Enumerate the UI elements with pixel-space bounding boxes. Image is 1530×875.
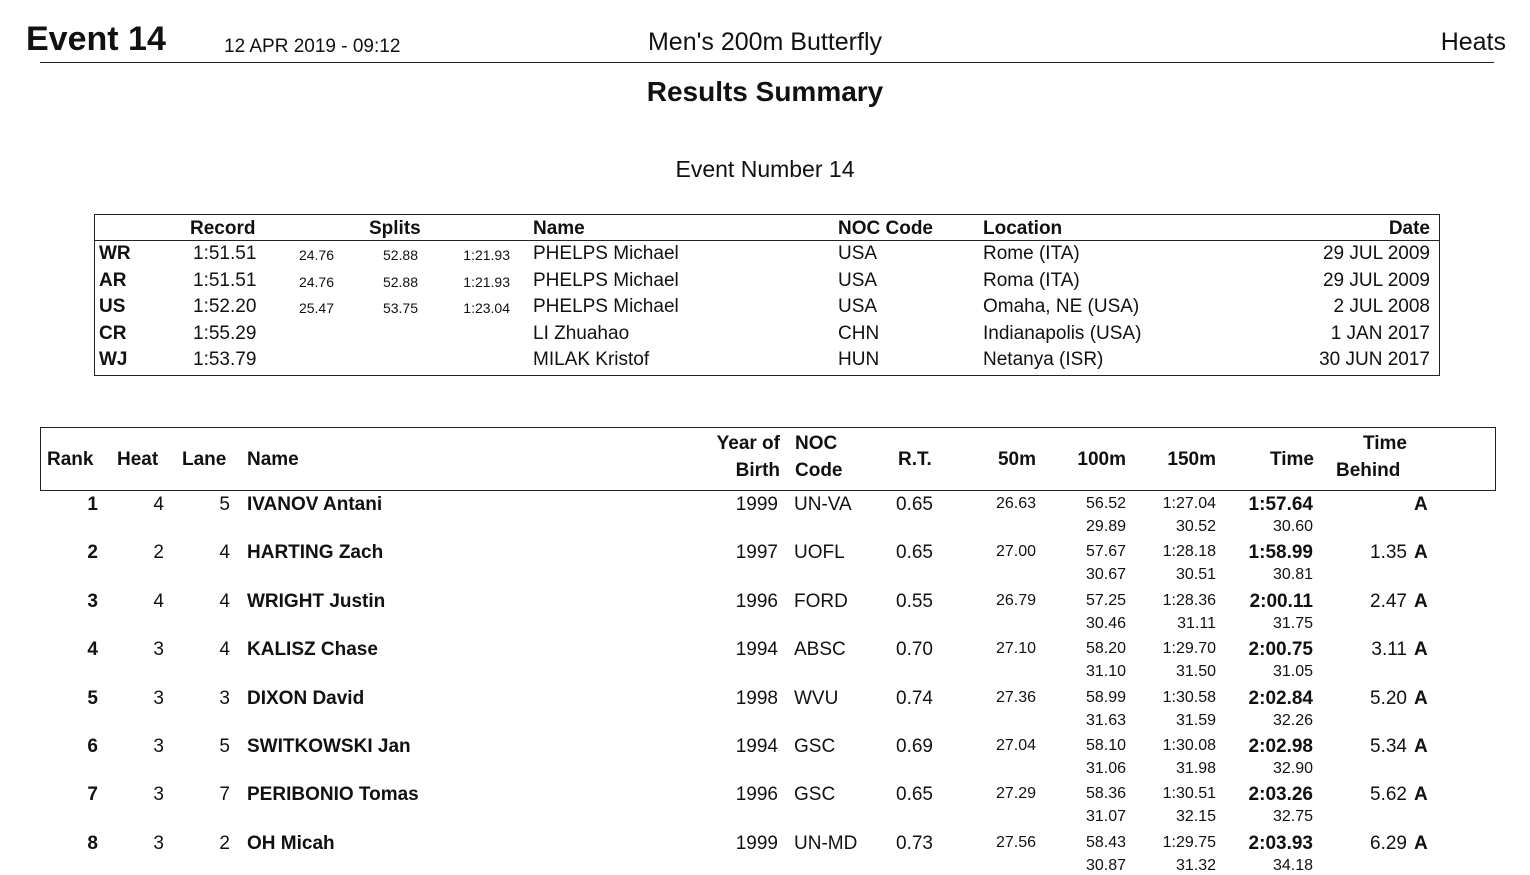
result-lap-200m: 30.60 xyxy=(1272,518,1313,535)
result-split-50m: 27.04 xyxy=(995,737,1036,754)
result-lap-100m: 30.87 xyxy=(1085,856,1126,874)
result-athlete-name: DIXON David xyxy=(247,687,365,709)
record-time: 1:53.79 xyxy=(193,349,257,370)
result-split-100m: 58.20 xyxy=(1085,640,1126,658)
result-time-behind: 5.62 xyxy=(1370,784,1407,806)
result-split-50m: 27.56 xyxy=(995,833,1036,851)
record-noc: HUN xyxy=(838,349,880,370)
record-code: WR xyxy=(99,243,131,264)
results-header-rank: Rank xyxy=(47,449,94,470)
result-reaction-time: 0.65 xyxy=(896,542,933,564)
record-location: Indianapolis (USA) xyxy=(983,322,1142,344)
result-final-time: 2:00.75 xyxy=(1248,639,1313,661)
record-time: 1:55.29 xyxy=(193,322,257,344)
results-header-behind-line1: Time xyxy=(1362,433,1407,454)
event-title: Men's 200m Butterfly xyxy=(647,28,883,56)
record-time: 1:52.20 xyxy=(193,296,257,317)
record-date: 29 JUL 2009 xyxy=(1322,243,1430,264)
records-table xyxy=(94,214,1440,376)
result-split-100m: 56.52 xyxy=(1085,495,1126,512)
result-heat: 4 xyxy=(153,590,164,612)
result-split-150m: 1:27.04 xyxy=(1162,495,1216,512)
record-code: US xyxy=(99,296,126,317)
event-number: Event Number 14 xyxy=(675,156,855,182)
result-lap-100m: 29.89 xyxy=(1085,518,1126,535)
result-lap-200m: 31.05 xyxy=(1272,663,1313,681)
results-header-heat: Heat xyxy=(117,449,159,470)
result-year-of-birth: 1994 xyxy=(735,639,778,661)
result-lap-150m: 31.59 xyxy=(1175,711,1216,729)
result-split-150m: 1:28.36 xyxy=(1162,591,1216,609)
result-athlete-name: SWITKOWSKI Jan xyxy=(247,736,411,757)
result-lap-100m: 31.63 xyxy=(1085,711,1126,729)
results-header-50m: 50m xyxy=(997,449,1036,470)
result-noc: FORD xyxy=(794,590,848,612)
result-athlete-name: IVANOV Antani xyxy=(247,494,383,515)
result-final-time: 2:02.84 xyxy=(1248,687,1313,709)
result-lap-100m: 30.67 xyxy=(1085,566,1126,584)
result-lap-150m: 31.50 xyxy=(1175,663,1216,681)
result-split-150m: 1:29.75 xyxy=(1162,833,1216,851)
result-time-behind: 1.35 xyxy=(1370,542,1407,564)
record-location: Roma (ITA) xyxy=(983,269,1080,291)
result-lap-150m: 31.98 xyxy=(1175,760,1216,777)
record-location: Netanya (ISR) xyxy=(983,349,1104,370)
result-time-behind: 5.20 xyxy=(1370,687,1407,709)
result-reaction-time: 0.65 xyxy=(896,494,933,515)
record-split-3: 1:21.93 xyxy=(463,247,510,263)
result-year-of-birth: 1999 xyxy=(735,832,778,854)
record-date: 30 JUN 2017 xyxy=(1319,349,1430,370)
result-lap-150m: 31.32 xyxy=(1175,856,1216,874)
result-lane: 5 xyxy=(219,736,230,757)
result-lane: 3 xyxy=(219,687,230,709)
result-split-100m: 57.67 xyxy=(1085,543,1126,561)
result-time-behind: 2.47 xyxy=(1370,590,1407,612)
result-lap-150m: 31.11 xyxy=(1177,614,1216,632)
result-split-100m: 58.99 xyxy=(1085,688,1126,706)
header-divider xyxy=(40,62,1494,63)
result-athlete-name: HARTING Zach xyxy=(247,542,384,564)
results-header-100m: 100m xyxy=(1077,449,1126,470)
record-code: CR xyxy=(99,322,127,344)
record-split-3: 1:23.04 xyxy=(463,300,510,316)
record-time: 1:51.51 xyxy=(193,243,257,264)
record-noc: USA xyxy=(838,296,878,317)
result-time-behind: 3.11 xyxy=(1371,639,1407,661)
result-lap-200m: 30.81 xyxy=(1272,566,1313,584)
record-location: Omaha, NE (USA) xyxy=(983,296,1140,317)
result-split-150m: 1:30.08 xyxy=(1162,737,1216,754)
result-heat: 4 xyxy=(153,494,164,515)
result-split-50m: 26.63 xyxy=(995,495,1036,512)
record-code: AR xyxy=(99,269,127,291)
record-date: 2 JUL 2008 xyxy=(1333,296,1430,317)
result-lane: 4 xyxy=(219,542,230,564)
result-lap-200m: 31.75 xyxy=(1272,614,1313,632)
result-year-of-birth: 1999 xyxy=(735,494,778,515)
result-lap-200m: 32.90 xyxy=(1272,760,1313,777)
result-noc: ABSC xyxy=(794,639,846,661)
result-rank: 8 xyxy=(87,832,98,854)
record-split-1: 24.76 xyxy=(298,273,334,290)
result-lap-200m: 32.26 xyxy=(1272,711,1313,729)
result-qualifier: A xyxy=(1414,736,1428,757)
results-header-noc-line1: NOC xyxy=(795,433,838,454)
record-holder-name: PHELPS Michael xyxy=(533,269,679,291)
result-athlete-name: WRIGHT Justin xyxy=(247,590,386,612)
result-reaction-time: 0.74 xyxy=(896,687,933,709)
record-split-2: 52.88 xyxy=(382,273,418,290)
event-datetime: 12 APR 2019 - 09:12 xyxy=(224,36,401,57)
result-year-of-birth: 1998 xyxy=(735,687,778,709)
results-header-name: Name xyxy=(247,449,299,470)
result-lap-150m: 30.51 xyxy=(1175,566,1216,584)
records-header-date: Date xyxy=(1388,218,1430,239)
result-qualifier: A xyxy=(1414,832,1428,854)
result-rank: 1 xyxy=(87,494,98,515)
result-time-behind: 5.34 xyxy=(1370,736,1407,757)
result-noc: WVU xyxy=(794,687,839,709)
result-reaction-time: 0.70 xyxy=(896,639,933,661)
result-split-50m: 27.00 xyxy=(995,543,1036,561)
event-label: Event 14 xyxy=(26,20,166,58)
results-header-lane: Lane xyxy=(182,449,227,470)
results-header-noc-line2: Code xyxy=(795,460,843,481)
result-heat: 3 xyxy=(153,687,164,709)
record-code: WJ xyxy=(99,349,128,370)
record-split-3: 1:21.93 xyxy=(463,273,510,290)
record-noc: USA xyxy=(838,269,878,291)
result-athlete-name: KALISZ Chase xyxy=(247,639,378,661)
result-split-100m: 57.25 xyxy=(1085,591,1126,609)
record-holder-name: PHELPS Michael xyxy=(533,296,679,317)
result-final-time: 2:02.98 xyxy=(1248,736,1313,757)
result-rank: 7 xyxy=(87,784,98,806)
page-title: Results Summary xyxy=(646,76,884,107)
result-qualifier: A xyxy=(1414,687,1428,709)
record-noc: USA xyxy=(838,243,878,264)
result-heat: 3 xyxy=(153,784,164,806)
result-reaction-time: 0.65 xyxy=(896,784,933,806)
result-lap-200m: 34.18 xyxy=(1272,856,1313,874)
record-holder-name: PHELPS Michael xyxy=(533,243,679,264)
result-noc: UOFL xyxy=(794,542,845,564)
result-noc: GSC xyxy=(794,784,836,806)
result-split-100m: 58.36 xyxy=(1085,785,1126,803)
result-year-of-birth: 1996 xyxy=(735,590,778,612)
result-time-behind: 6.29 xyxy=(1370,832,1407,854)
result-athlete-name: PERIBONIO Tomas xyxy=(247,784,419,806)
results-header-time: Time xyxy=(1269,449,1314,470)
result-rank: 5 xyxy=(87,687,98,709)
result-final-time: 2:03.26 xyxy=(1248,784,1313,806)
result-year-of-birth: 1996 xyxy=(735,784,778,806)
result-year-of-birth: 1997 xyxy=(735,542,778,564)
records-header-name: Name xyxy=(533,218,585,239)
result-split-50m: 27.36 xyxy=(995,688,1036,706)
records-header-record: Record xyxy=(190,218,256,239)
result-split-50m: 27.29 xyxy=(995,785,1036,803)
result-final-time: 2:03.93 xyxy=(1248,832,1313,854)
result-lap-100m: 31.06 xyxy=(1085,760,1126,777)
result-lap-150m: 32.15 xyxy=(1175,808,1216,826)
result-heat: 3 xyxy=(153,736,164,757)
result-reaction-time: 0.73 xyxy=(896,832,933,854)
result-noc: GSC xyxy=(794,736,836,757)
result-lap-100m: 30.46 xyxy=(1085,614,1126,632)
result-split-100m: 58.10 xyxy=(1085,737,1126,754)
result-athlete-name: OH Micah xyxy=(247,832,335,854)
result-split-150m: 1:29.70 xyxy=(1162,640,1216,658)
result-lap-150m: 30.52 xyxy=(1175,518,1216,535)
result-qualifier: A xyxy=(1414,590,1428,612)
results-header-150m: 150m xyxy=(1167,449,1216,470)
result-qualifier: A xyxy=(1414,639,1428,661)
results-header-yob-line1: Year of xyxy=(716,433,780,454)
event-round: Heats xyxy=(1440,28,1506,56)
record-split-1: 25.47 xyxy=(298,300,334,316)
result-lap-200m: 32.75 xyxy=(1272,808,1313,826)
record-time: 1:51.51 xyxy=(193,269,257,291)
result-qualifier: A xyxy=(1414,542,1428,564)
result-lane: 7 xyxy=(219,784,230,806)
result-heat: 3 xyxy=(153,832,164,854)
result-lap-100m: 31.07 xyxy=(1085,808,1126,826)
result-lap-100m: 31.10 xyxy=(1085,663,1126,681)
result-split-50m: 27.10 xyxy=(995,640,1036,658)
result-reaction-time: 0.55 xyxy=(896,590,933,612)
result-lane: 5 xyxy=(219,494,230,515)
record-date: 29 JUL 2009 xyxy=(1322,269,1430,291)
result-rank: 4 xyxy=(87,639,98,661)
records-header-splits: Splits xyxy=(369,218,421,239)
result-lane: 4 xyxy=(219,590,230,612)
result-split-100m: 58.43 xyxy=(1085,833,1126,851)
result-noc: UN-MD xyxy=(794,832,858,854)
result-reaction-time: 0.69 xyxy=(896,736,933,757)
result-heat: 2 xyxy=(153,542,164,564)
result-rank: 3 xyxy=(87,590,98,612)
record-noc: CHN xyxy=(838,322,880,344)
result-final-time: 1:57.64 xyxy=(1248,494,1313,515)
result-lane: 2 xyxy=(219,832,230,854)
result-lane: 4 xyxy=(219,639,230,661)
result-split-50m: 26.79 xyxy=(995,591,1036,609)
result-final-time: 1:58.99 xyxy=(1248,542,1313,564)
record-holder-name: LI Zhuahao xyxy=(533,322,630,344)
result-split-150m: 1:30.51 xyxy=(1162,785,1216,803)
results-header-yob-line2: Birth xyxy=(735,460,780,481)
record-holder-name: MILAK Kristof xyxy=(533,349,650,370)
record-split-1: 24.76 xyxy=(298,247,334,263)
records-header-noc: NOC Code xyxy=(838,218,933,239)
record-date: 1 JAN 2017 xyxy=(1330,322,1430,344)
results-header-behind-line2: Behind xyxy=(1336,460,1401,481)
result-rank: 6 xyxy=(87,736,98,757)
result-qualifier: A xyxy=(1414,494,1428,515)
result-heat: 3 xyxy=(153,639,164,661)
result-final-time: 2:00.11 xyxy=(1249,590,1313,612)
result-split-150m: 1:28.18 xyxy=(1162,543,1216,561)
records-header-location: Location xyxy=(983,218,1063,239)
record-split-2: 52.88 xyxy=(382,247,418,263)
record-location: Rome (ITA) xyxy=(983,243,1080,264)
result-split-150m: 1:30.58 xyxy=(1162,688,1216,706)
result-qualifier: A xyxy=(1414,784,1428,806)
result-noc: UN-VA xyxy=(794,494,852,515)
result-rank: 2 xyxy=(87,542,98,564)
record-split-2: 53.75 xyxy=(382,300,418,316)
results-header-rt: R.T. xyxy=(898,449,932,470)
result-year-of-birth: 1994 xyxy=(735,736,778,757)
records-header-divider xyxy=(94,240,1440,241)
